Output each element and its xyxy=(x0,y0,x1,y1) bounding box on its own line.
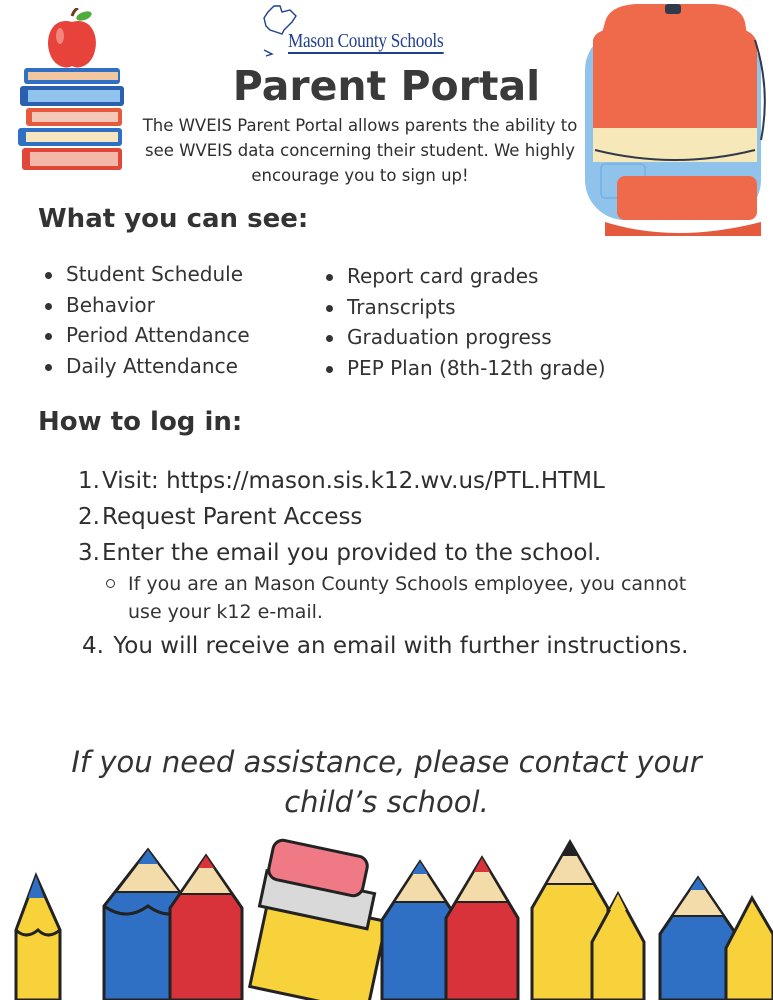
step-number: 4. xyxy=(82,633,104,659)
logo-text: Mason County Schools xyxy=(288,30,444,52)
see-list-left xyxy=(42,259,250,381)
assistance-message: If you need assistance, please contact your child’s school. xyxy=(71,745,702,819)
backpack-illustration xyxy=(565,0,773,240)
intro-paragraph: The WVEIS Parent Portal allows parents the ability to see WVEIS data concerning their student. We highly encourage you to sign up! xyxy=(142,116,578,185)
step-text: Enter the email you provided to the school. xyxy=(102,540,602,566)
login-step-4 xyxy=(78,628,688,664)
pencil-icon xyxy=(446,858,518,1000)
list-item: Graduation progress xyxy=(323,322,606,353)
mason-county-logo xyxy=(262,4,442,64)
pencil-icon xyxy=(16,876,60,1000)
login-step-3 xyxy=(74,535,601,571)
employee-note xyxy=(100,570,720,626)
list-item: Transcripts xyxy=(323,292,606,323)
login-step-1 xyxy=(74,463,605,499)
pencil-icon xyxy=(170,856,242,1000)
apple-icon xyxy=(48,8,96,68)
list-item: PEP Plan (8th-12th grade) xyxy=(323,353,606,384)
list-item: Behavior xyxy=(42,290,250,321)
see-section-heading: What you can see: xyxy=(38,204,309,234)
login-section-heading: How to log in: xyxy=(38,407,243,437)
list-item: Student Schedule xyxy=(42,259,250,290)
list-item: Period Attendance xyxy=(42,320,250,351)
login-step-2 xyxy=(74,499,362,535)
see-list-right xyxy=(323,261,606,383)
step-number: 1. xyxy=(78,468,100,494)
step-number: 2. xyxy=(78,504,100,530)
eraser-pencil-icon xyxy=(250,838,387,1000)
pencil-border-illustration xyxy=(0,838,773,1000)
step-text: Request Parent Access xyxy=(102,504,363,530)
pencil-icon xyxy=(726,898,773,1000)
hollow-bullet-icon xyxy=(106,579,115,588)
list-item: Report card grades xyxy=(323,261,606,292)
step-number: 3. xyxy=(78,540,100,566)
list-item: Daily Attendance xyxy=(42,351,250,382)
page-title: Parent Portal xyxy=(232,62,541,110)
step-text: You will receive an email with further instructions. xyxy=(113,633,689,659)
step-text-visit-link: Visit: https://mason.sis.k12.wv.us/PTL.HTML xyxy=(102,468,605,494)
employee-note-text: If you are an Mason County Schools employee, you cannot use your k12 e-mail. xyxy=(128,573,687,623)
